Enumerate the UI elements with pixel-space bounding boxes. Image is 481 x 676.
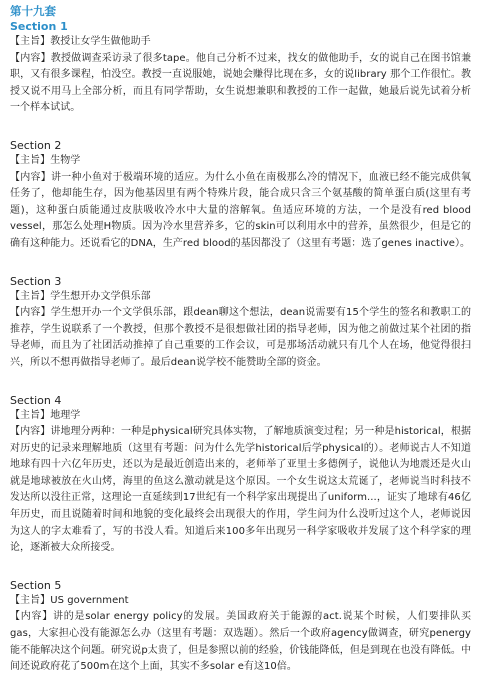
section-title: Section 5 xyxy=(10,578,62,592)
section-subject: 【主旨】生物学 xyxy=(10,154,81,166)
section-title: Section 4 xyxy=(10,393,62,407)
section-subject: 【主旨】学生想开办文学俱乐部 xyxy=(10,290,151,302)
section-4 xyxy=(10,393,471,557)
section-1 xyxy=(10,19,471,117)
section-content: 【内容】学生想开办一个文学俱乐部，跟dean聊这个想法，dean说需要有15个学生的签名和教职工的推荐，学生说联系了一个教授，但那个教授不是很想做社团的指导老师，因为他之前做过某个社团的指导老师，而且为了社团活动推掉了自己重要的工作会议，可是那场活动就只有几个人在场，他觉得很扫兴，所以不想再做指导老师了。最后dean说学校不能赞助全部的资金。 xyxy=(10,307,471,368)
section-content: 【内容】讲一种小鱼对于极端环境的适应。为什么小鱼在南极那么冷的情况下，血液已经不能完成供氧任务了，他却能生存，因为他基因里有两个特殊片段，能合成只含三个氨基酸的简单蛋白质(这里有考题)，这种蛋白质能通过皮肤吸收冷水中大量的溶解氧。鱼适应环境的方法，一个是没有red blood vessel，那怎么处理H物质。因为冷水里营养多，它的skin可以利用水中的营养，虽然很少，但是它的确有这种能力。还说看它的DNA，生产red blood的基因都没了（这里有考题：选了genes inactive）。 xyxy=(10,171,471,249)
section-title: Section 1 xyxy=(10,20,68,33)
section-content: 【内容】讲地理分两种：一种是physical研究具体实物，了解地质演变过程；另一种是historical，根据对历史的记录来理解地质（这里有考题：问为什么先学historical后学physical的）。老师说古人不知道地球有四十六亿年历史，还以为是最近创造出来的，老师举了亚里士多德例子，说他认为地震还是火山就是地球被放在火山烤，海里的鱼这么激动就是这个原因。一个女生说这太荒诞了，老师说当时科技不发达所以没往正常，这理论一直延续到17世纪有一个科学家出现提出了uniform...，证实了地球有46亿年历史，而且说随着时间和地貌的变化最终会出现很大的作用，学生问为什么没听过这个人，老师说因为这人的字太难看了，写的书没人看。知道后来100多年出现另一科学家吸收并发展了这个科学家的理论，逐渐被大众所接受。 xyxy=(10,426,471,554)
section-2 xyxy=(10,138,471,253)
document-heading: 第十九套 xyxy=(10,4,56,18)
section-subject: 【主旨】US government xyxy=(10,594,129,606)
section-title: Section 2 xyxy=(10,138,62,152)
section-title: Section 3 xyxy=(10,274,62,288)
section-3 xyxy=(10,274,471,372)
section-subject: 【主旨】教授让女学生做他助手 xyxy=(10,36,151,47)
section-content: 【内容】讲的是solar energy policy的发展。美国政府关于能源的act.说某个时候，人们要排队买gas，大家担心没有能源怎么办（这里有考题：双选题）。然后一个政府agency做调查，研究penergy能不能解决这个问题。研究说p太贵了，但是参照以前的经验，价钱能降低，但是到现在也没有降低。中间还说政府花了500m在这个上面，其实不多solar e有这10倍。 xyxy=(10,611,471,673)
section-5 xyxy=(10,578,471,676)
section-subject: 【主旨】地理学 xyxy=(10,409,81,421)
section-content: 【内容】教授做调查采访录了很多tape。他自己分析不过来，找女的做他助手，女的说自己在图书馆兼职，又有很多课程，怕没空。教授一直说服她，说她会赚得比现在多，女的说library 那个工作很忙。教授又说不用马上全部分析，而且有同学帮助，女生说想兼职和教授的工作一起做，她最后说先试着分析一个样本试试。 xyxy=(10,52,471,114)
